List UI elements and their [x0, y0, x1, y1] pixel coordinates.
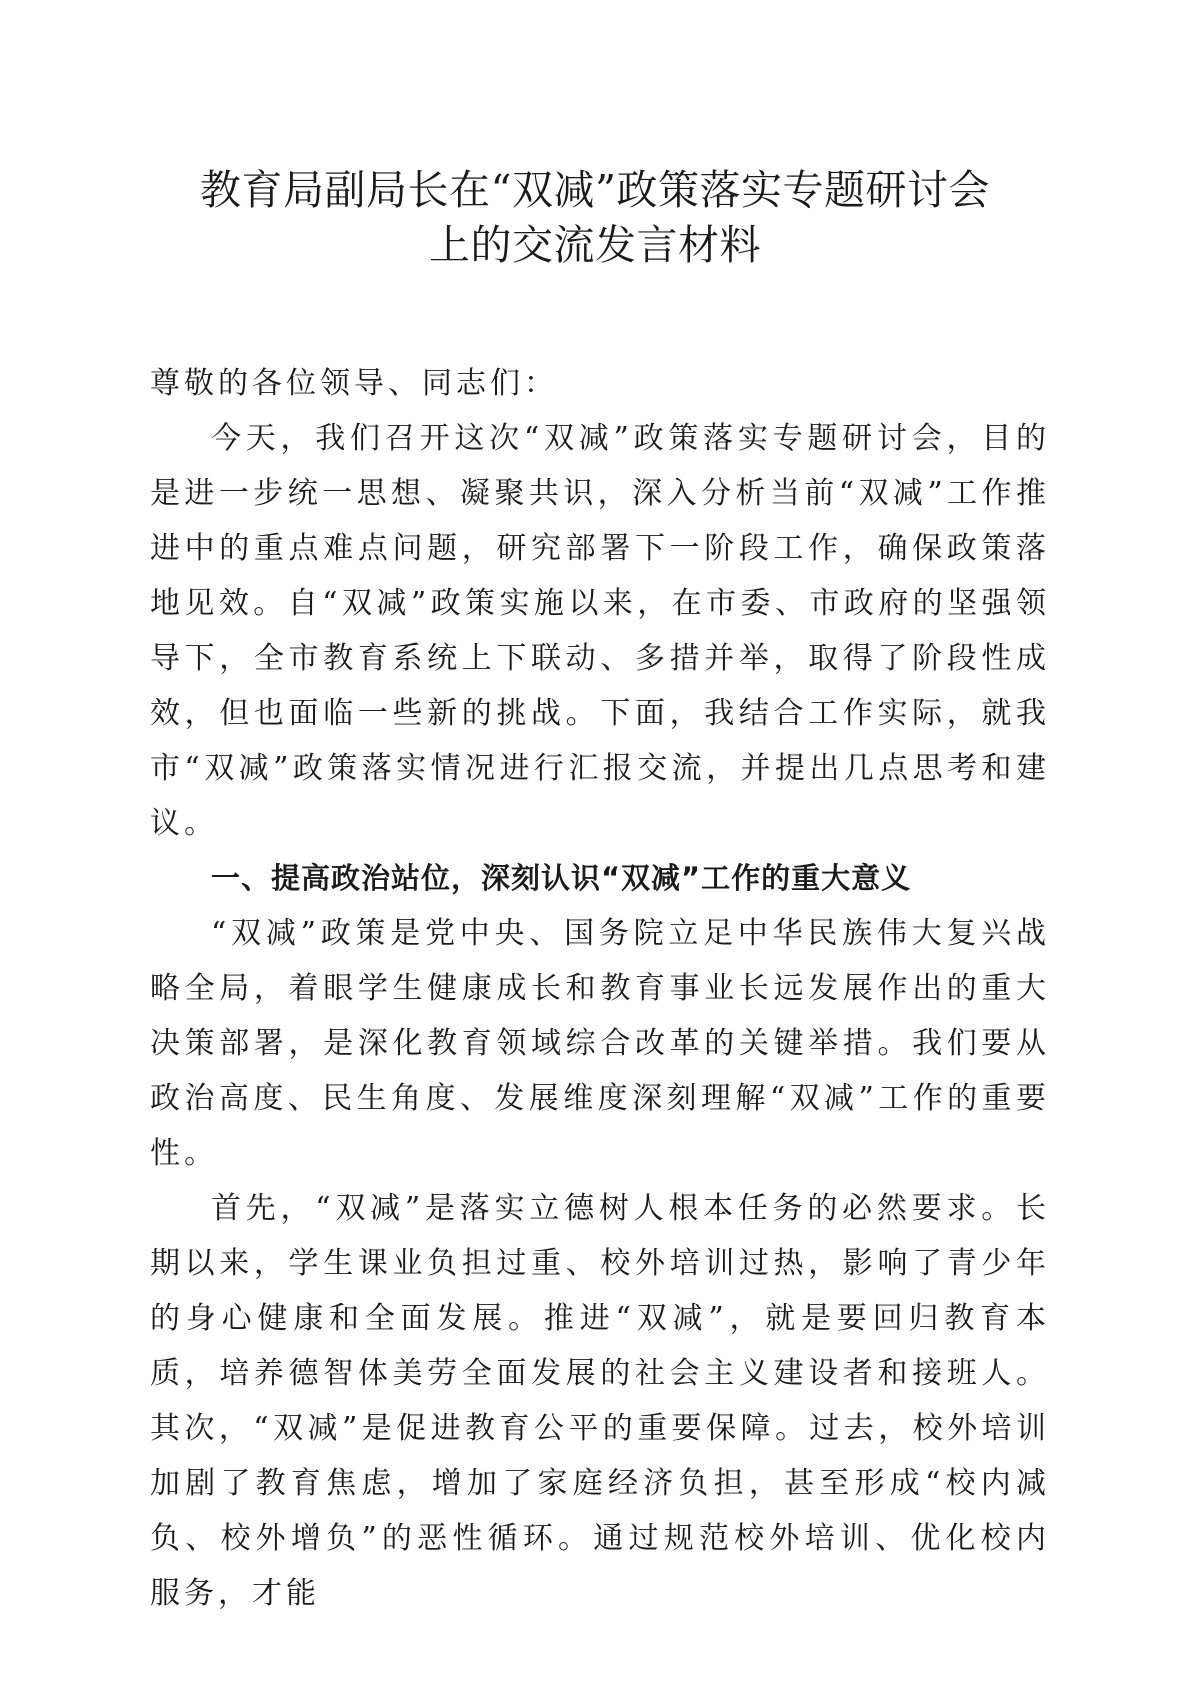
document-title: [140, 163, 1050, 273]
title-line-2: 上的交流发言材料: [429, 221, 761, 269]
salutation: 尊敬的各位领导、同志们：: [150, 366, 558, 401]
title-line-1: 教育局副局长在“双减”政策落实专题研讨会: [200, 166, 990, 214]
paragraph-intro: 今天，我们召开这次“双减”政策落实专题研讨会，目的是进一步统一思想、凝聚共识，深入分析当前“双减”工作推进中的重点难点问题，研究部署下一阶段工作，确保政策落地见效。自“双减”政策实施以来，在市委、市政府的坚强领导下，全市教育系统上下联动、多措并举，取得了阶段性成效，但也面临一些新的挑战。下面，我结合工作实际，就我市“双减”政策落实情况进行汇报交流，并提出几点思考和建议。: [150, 421, 1050, 841]
paragraph-significance: “双减”政策是党中央、国务院立足中华民族伟大复兴战略全局，着眼学生健康成长和教育事业长远发展作出的重大决策部署，是深化教育领域综合改革的关键举措。我们要从政治高度、民生角度、发展维度深刻理解“双减”工作的重要性。: [150, 916, 1050, 1171]
document-body: [150, 356, 1050, 1621]
paragraph-first-point: 首先，“双减”是落实立德树人根本任务的必然要求。长期以来，学生课业负担过重、校外培训过热，影响了青少年的身心健康和全面发展。推进“双减”，就是要回归教育本质，培养德智体美劳全面发展的社会主义建设者和接班人。其次，“双减”是促进教育公平的重要保障。过去，校外培训加剧了教育焦虑，增加了家庭经济负担，甚至形成“校内减负、校外增负”的恶性循环。通过规范校外培训、优化校内服务，才能: [150, 1191, 1050, 1611]
section-heading-1: 一、提高政治站位，深刻认识“双减”工作的重大意义: [211, 861, 912, 895]
